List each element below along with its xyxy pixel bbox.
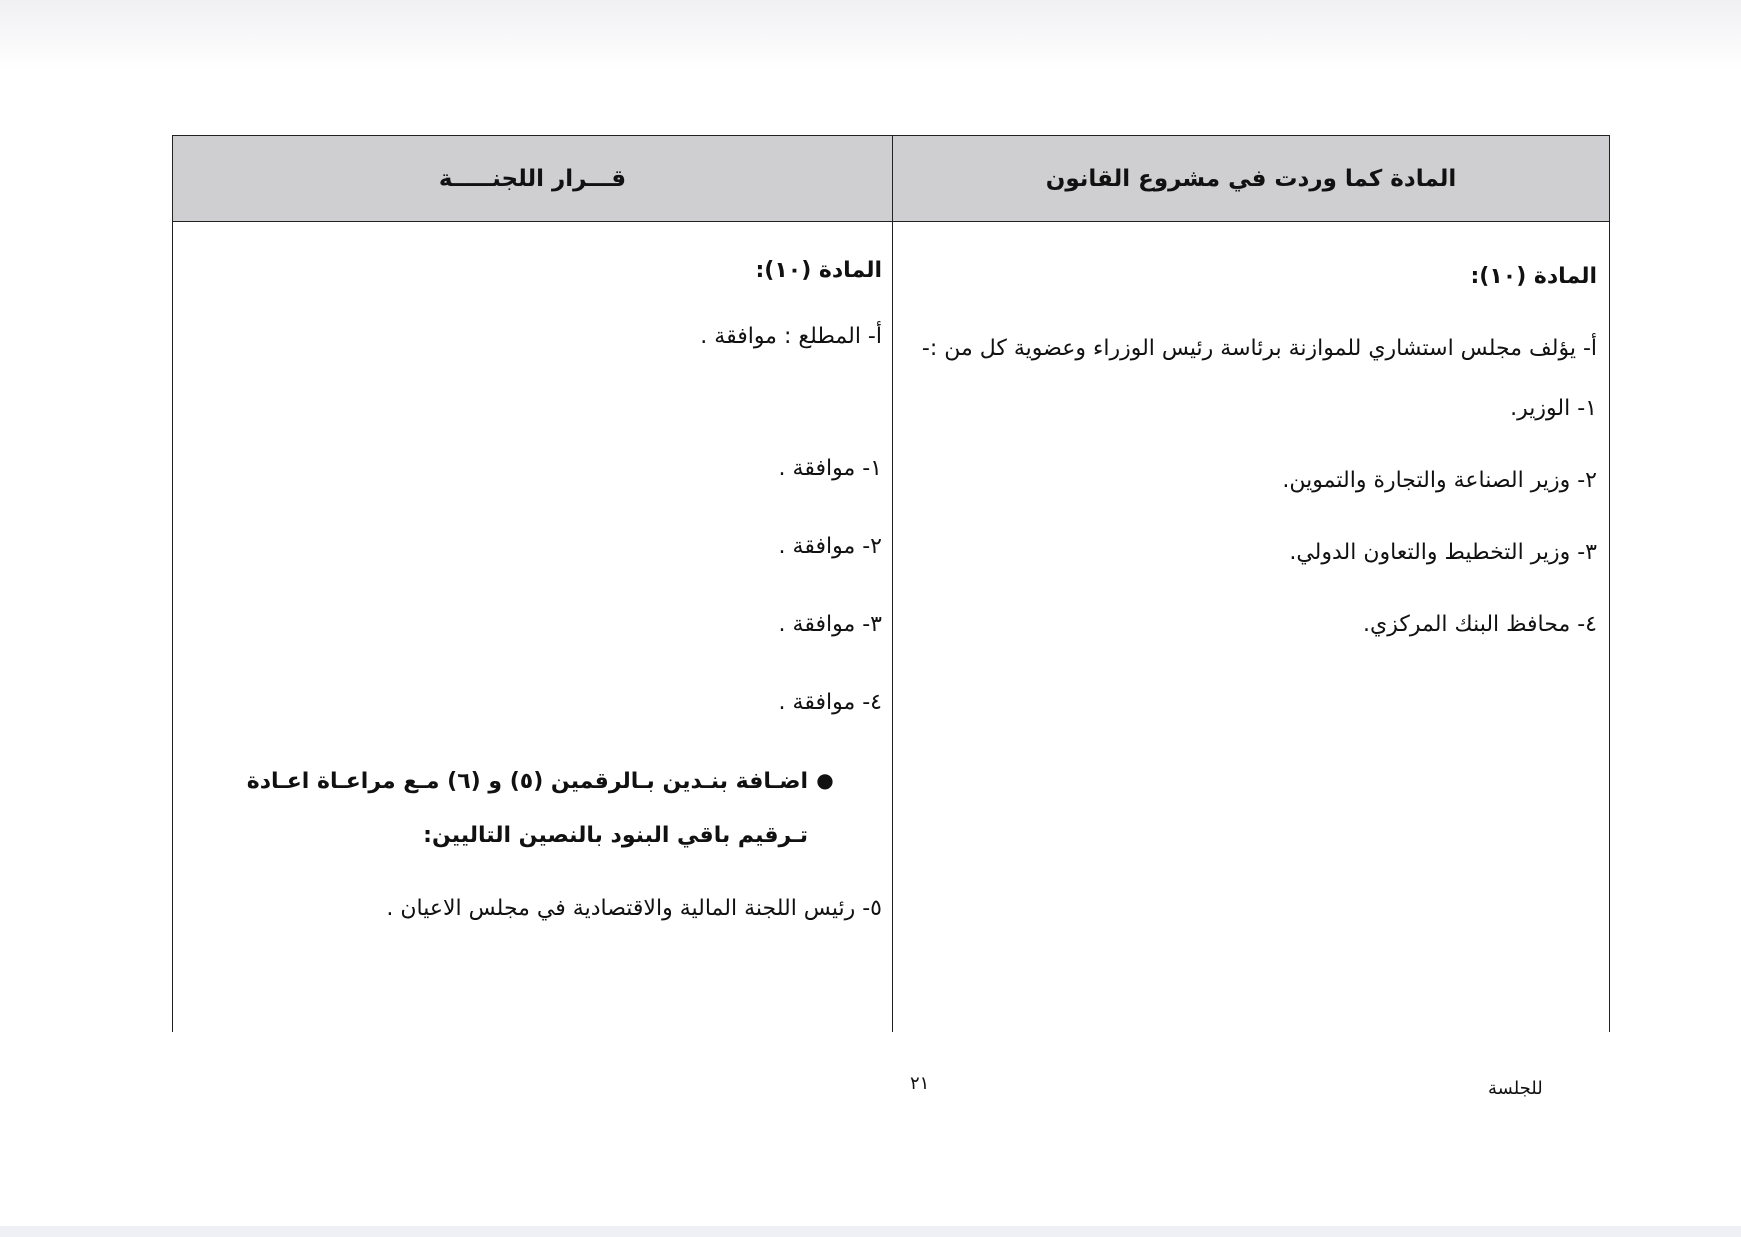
article-item-4: ٤- محافظ البنك المركزي. [1363,612,1597,637]
header-original-article: المادة كما وردت في مشروع القانون [893,136,1610,222]
article-heading: المادة (١٠): [1470,264,1597,289]
scan-edge [0,1226,1741,1237]
decision-intro: أ- المطلع : موافقة . [700,324,882,349]
decision-item-4: ٤- موافقة . [778,690,882,715]
article-item-3: ٣- وزير التخطيط والتعاون الدولي. [1289,540,1597,565]
decision-bullet-text: اضـافة بنـدين بـالرقمين (٥) و (٦) مـع مراعـاة اعـادة تـرقيم باقي البنود بالنصين التاليين: [246,769,808,848]
decision-item-1: ١- موافقة . [778,456,882,481]
table-header-row [173,136,1610,222]
article-item-2: ٢- وزير الصناعة والتجارة والتموين. [1282,468,1597,493]
decision-bullet [187,755,882,863]
decision-heading: المادة (١٠): [755,258,882,283]
session-label: للجلسة [1488,1078,1543,1099]
decision-item-2: ٢- موافقة . [778,534,882,559]
header-committee-decision: قـــرار اللجنـــــة [173,136,893,222]
committee-decision-cell [173,222,893,1033]
article-intro: أ- يؤلف مجلس استشاري للموازنة برئاسة رئيس الوزراء وعضوية كل من :- [921,336,1597,361]
article-item-1: ١- الوزير. [1510,396,1597,421]
comparison-table [172,135,1610,1032]
decision-item-5: ٥- رئيس اللجنة المالية والاقتصادية في مجلس الاعيان . [386,896,882,921]
page-number: ٢١ [910,1073,930,1094]
original-article-cell [893,222,1610,1033]
decision-item-3: ٣- موافقة . [778,612,882,637]
bullet-icon: ● [816,768,834,792]
scan-shading [0,0,1741,70]
table-body-row [173,222,1610,1033]
